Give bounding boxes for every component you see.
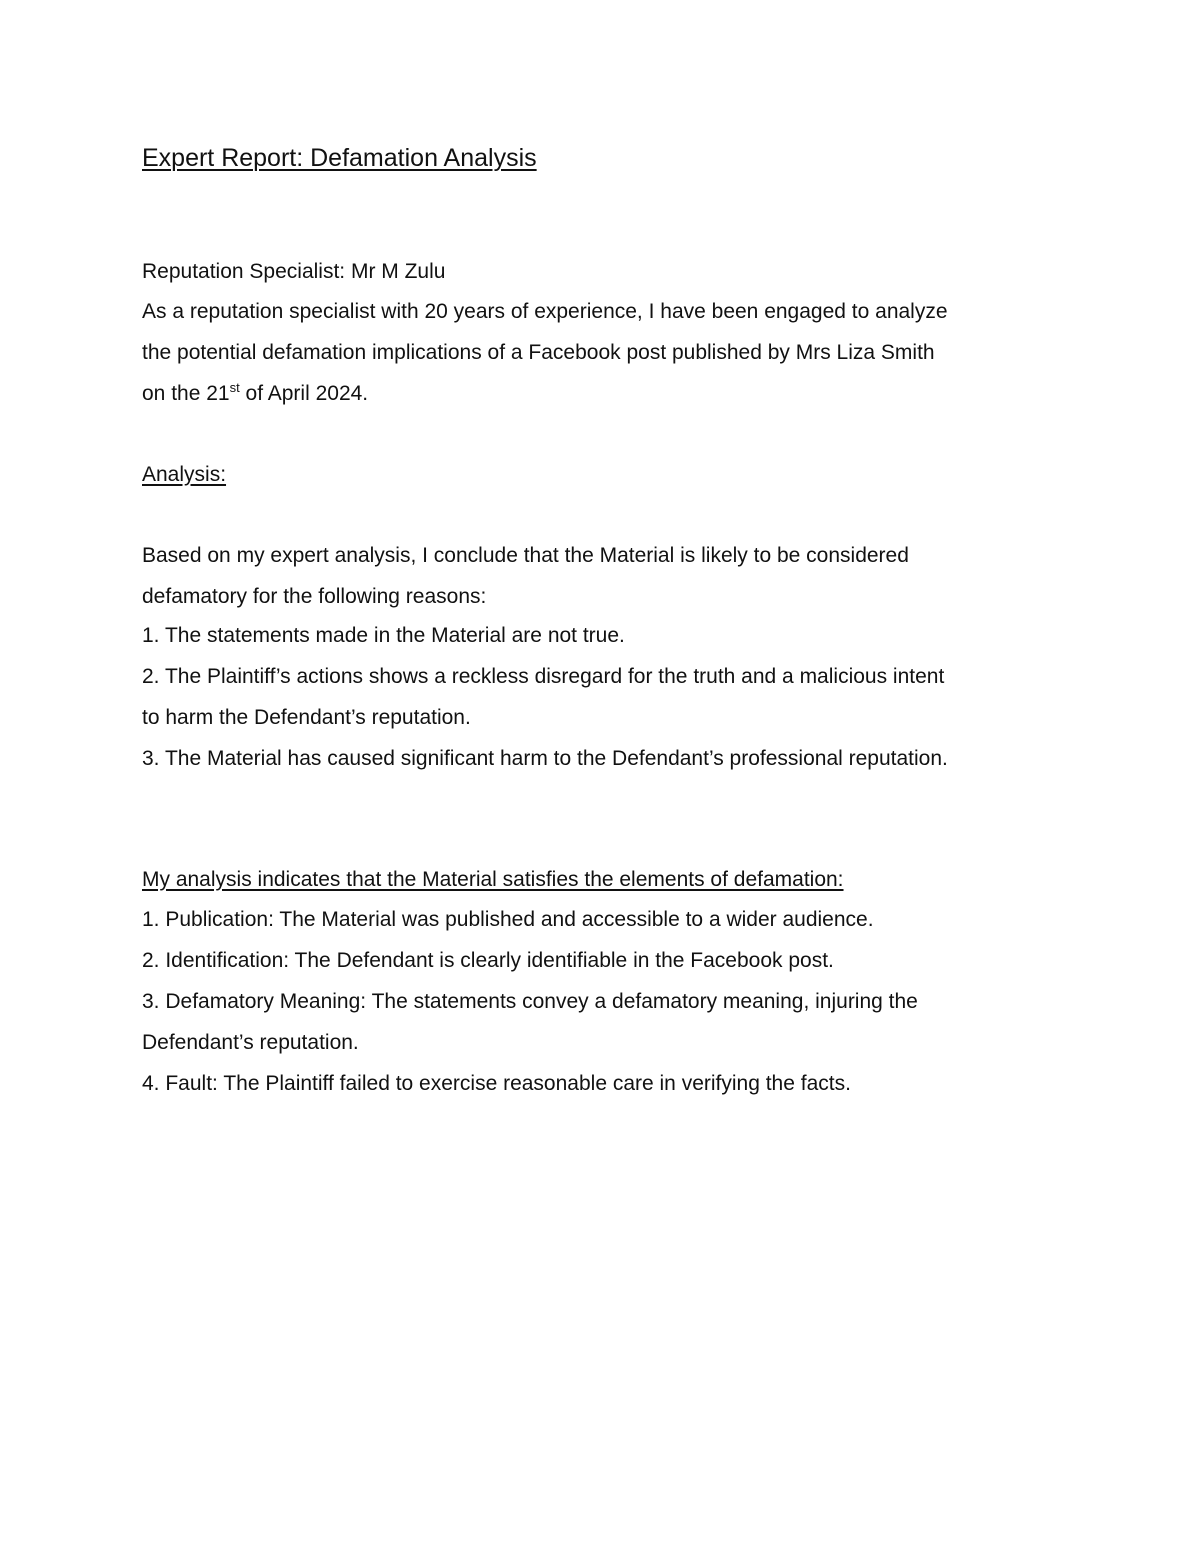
element-item-continuation: Defendant’s reputation.	[142, 1031, 359, 1054]
intro-line-2: the potential defamation implications of a Facebook post published by Mrs Liza Smith	[142, 341, 935, 364]
intro-line-3	[142, 380, 368, 408]
reason-item: 3. The Material has caused significant harm to the Defendant’s professional reputation.	[142, 747, 948, 770]
intro-line-3-post: of April 2024.	[239, 382, 369, 405]
conclusion-line-1: Based on my expert analysis, I conclude that the Material is likely to be considered	[142, 544, 909, 567]
reason-item-continuation: to harm the Defendant’s reputation.	[142, 706, 471, 729]
element-item: 2. Identification: The Defendant is clearly identifiable in the Facebook post.	[142, 949, 834, 972]
reason-item: 2. The Plaintiff’s actions shows a reckless disregard for the truth and a malicious intent	[142, 665, 945, 688]
intro-line-3-pre: on the 21	[142, 382, 230, 405]
document-title: Expert Report: Defamation Analysis	[142, 144, 537, 172]
ordinal-suffix: st	[229, 380, 240, 395]
element-item: 4. Fault: The Plaintiff failed to exercise reasonable care in verifying the facts.	[142, 1072, 851, 1095]
conclusion-line-2: defamatory for the following reasons:	[142, 585, 487, 608]
specialist-line: Reputation Specialist: Mr M Zulu	[142, 260, 446, 283]
element-item: 3. Defamatory Meaning: The statements convey a defamatory meaning, injuring the	[142, 990, 918, 1013]
intro-line-1: As a reputation specialist with 20 years of experience, I have been engaged to analyze	[142, 300, 948, 323]
reason-item: 1. The statements made in the Material are not true.	[142, 624, 625, 647]
element-item: 1. Publication: The Material was published and accessible to a wider audience.	[142, 908, 874, 931]
elements-heading: My analysis indicates that the Material satisfies the elements of defamation:	[142, 868, 844, 891]
analysis-heading: Analysis:	[142, 463, 227, 486]
